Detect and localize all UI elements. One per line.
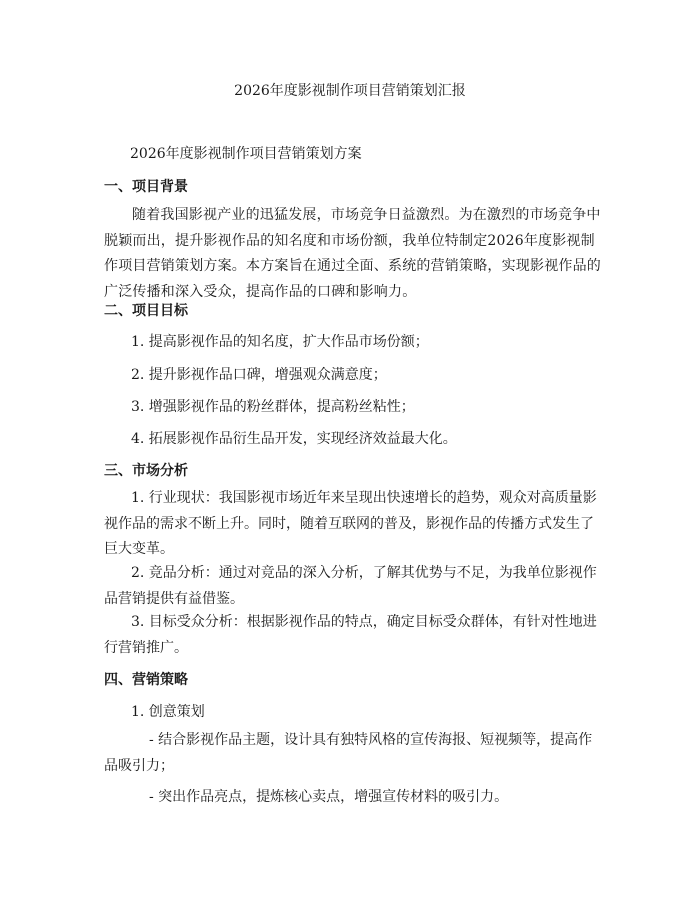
strategy-bullet: - 突出作品亮点，提炼核心卖点，增强宣传材料的吸引力。 <box>149 789 509 805</box>
market-item: 3. 目标受众分析：根据影视作品的特点，确定目标受众群体，有针对性地进行营销推广。 <box>104 614 597 656</box>
strategy-subheading: 1. 创意策划 <box>131 704 205 720</box>
strategy-bullet: - 结合影视作品主题，设计具有独特风格的宣传海报、短视频等，提高作品吸引力； <box>104 732 593 774</box>
goal-item: 2. 提升影视作品口碑，增强观众满意度； <box>131 367 387 383</box>
section-heading-strategy: 四、营销策略 <box>104 672 188 688</box>
section-heading-background: 一、项目背景 <box>104 179 188 195</box>
document-subtitle: 2026年度影视制作项目营销策划方案 <box>130 146 362 162</box>
goal-item: 3. 增强影视作品的粉丝群体，提高粉丝粘性； <box>131 399 415 415</box>
goal-item: 4. 拓展影视作品衍生品开发，实现经济效益最大化。 <box>131 431 457 447</box>
market-item: 2. 竞品分析：通过对竞品的深入分析，了解其优势与不足，为我单位影视作品营销提供有益借鉴。 <box>104 565 597 607</box>
goal-item: 1. 提高影视作品的知名度，扩大作品市场份额； <box>131 334 429 350</box>
section-heading-market: 三、市场分析 <box>104 463 188 479</box>
market-item: 1. 行业现状：我国影视市场近年来呈现出快速增长的趋势，观众对高质量影视作品的需求不断上升。同时，随着互联网的普及，影视作品的传播方式发生了巨大变革。 <box>104 490 597 557</box>
document-title: 2026年度影视制作项目营销策划汇报 <box>234 83 466 99</box>
section-body-background: 随着我国影视产业的迅猛发展，市场竞争日益激烈。为在激烈的市场竞争中脱颖而出，提升影视作品的知名度和市场份额，我单位特制定2026年度影视制作项目营销策划方案。本方案旨在通过全面、系统的营销策略，实现影视作品的广泛传播和深入受众，提高作品的口碑和影响力。 <box>104 207 601 300</box>
section-heading-goals: 二、项目目标 <box>104 303 188 319</box>
